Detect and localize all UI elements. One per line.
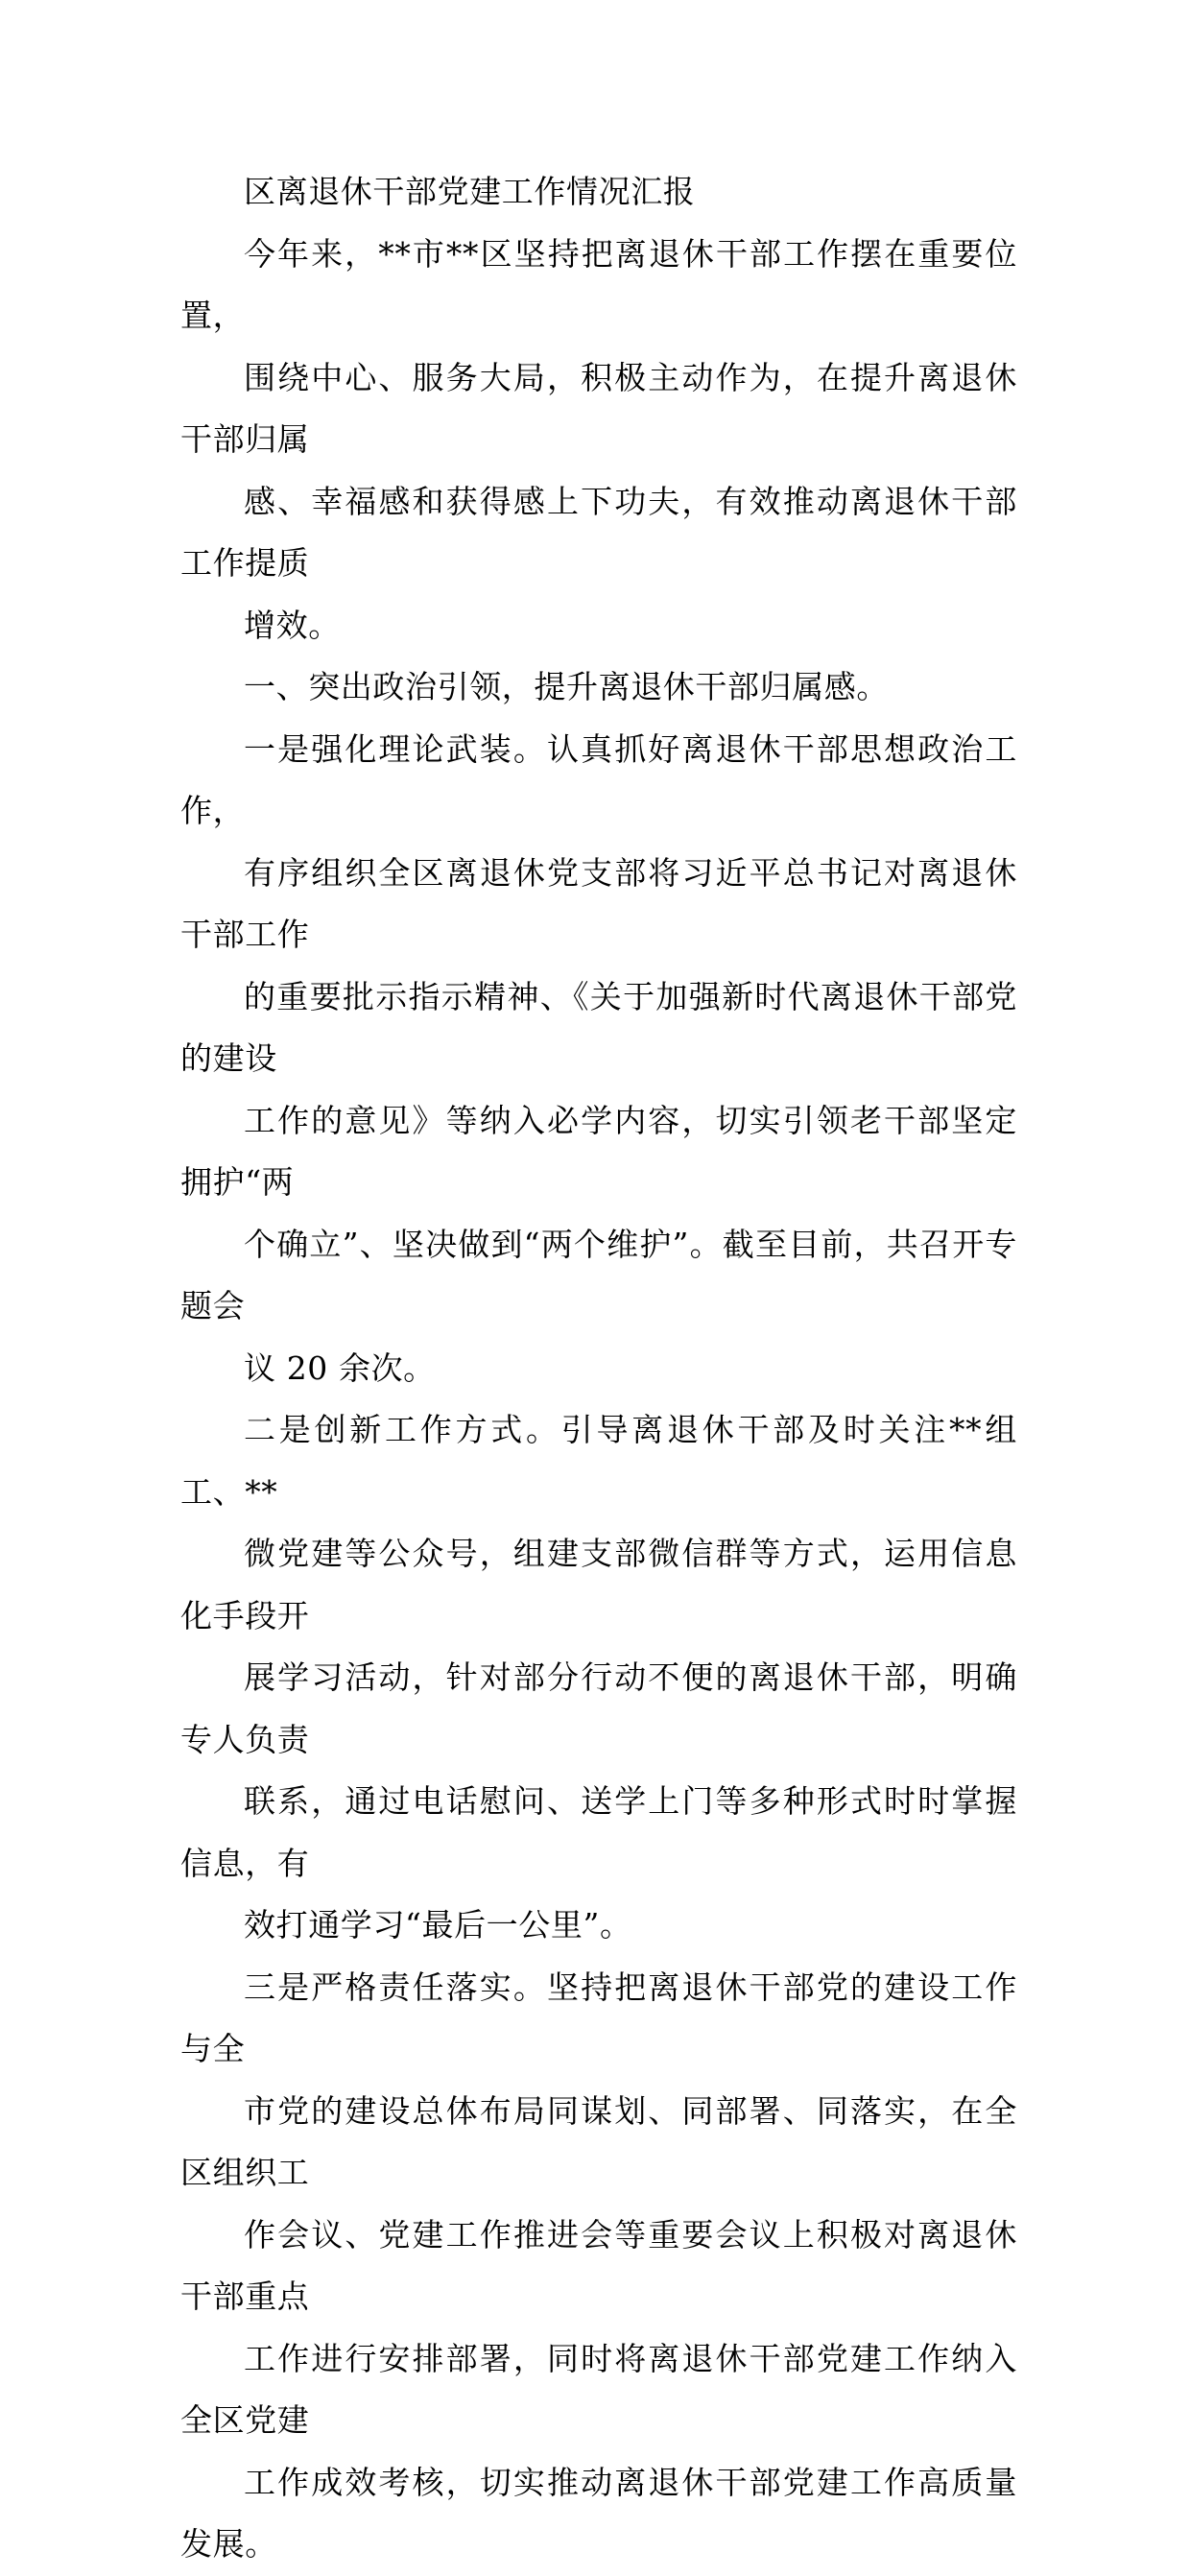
paragraph-innovation [180,1399,1017,1957]
text-line: 个确立”、坚决做到“两个维护”。截至目前，共召开专题会 [180,1225,1017,1324]
text-line: 三是严格责任落实。坚持把离退休干部党的建设工作与全 [180,1968,1017,2067]
text-line: 增效。 [244,606,341,644]
text-line: 一是强化理论武装。认真抓好离退休干部思想政治工作， [180,729,1017,829]
paragraph-intro [180,224,1017,657]
text-line: 工作的意见》等纳入必学内容，切实引领老干部坚定拥护“两 [180,1101,1017,1201]
text-line: 今年来，**市**区坚持把离退休干部工作摆在重要位置， [180,234,1017,334]
text-line: 议 20 余次。 [244,1348,436,1387]
text-line: 感、幸福感和获得感上下功夫，有效推动离退休干部工作提质 [180,482,1017,582]
text-line: 一、突出政治引领，提升离退休干部归属感。 [244,668,889,705]
text-line: 展学习活动，针对部分行动不便的离退休干部，明确专人负责 [180,1658,1017,1758]
text-line: 工作成效考核，切实推动离退休干部党建工作高质量发展。 [180,2463,1017,2563]
paragraph-responsibility [180,1957,1017,2576]
document-title: 区离退休干部党建工作情况汇报 [244,173,696,210]
text-line: 市党的建设总体布局同谋划、同部署、同落实，在全区组织工 [180,2091,1017,2191]
text-line: 二是创新工作方式。引导离退休干部及时关注**组工、** [180,1411,1017,1511]
text-line: 联系，通过电话慰问、送学上门等多种形式时时掌握信息，有 [180,1782,1017,1882]
text-line: 有序组织全区离退休党支部将习近平总书记对离退休干部工作 [180,853,1017,953]
text-line: 围绕中心、服务大局，积极主动作为，在提升离退休干部归属 [180,358,1017,458]
text-line: 的重要批示指示精神、《关于加强新时代离退休干部党的建设 [180,977,1017,1077]
paragraph-theory [180,719,1017,1400]
section-heading [180,656,1017,719]
text-line: 作会议、党建工作推进会等重要会议上积极对离退休干部重点 [180,2215,1017,2315]
text-line: 工作进行安排部署，同时将离退休干部党建工作纳入全区党建 [180,2339,1017,2439]
text-line: 效打通学习“最后一公里”。 [244,1906,632,1944]
text-line: 微党建等公众号，组建支部微信群等方式，运用信息化手段开 [180,1535,1017,1634]
document-body [180,161,1017,2576]
